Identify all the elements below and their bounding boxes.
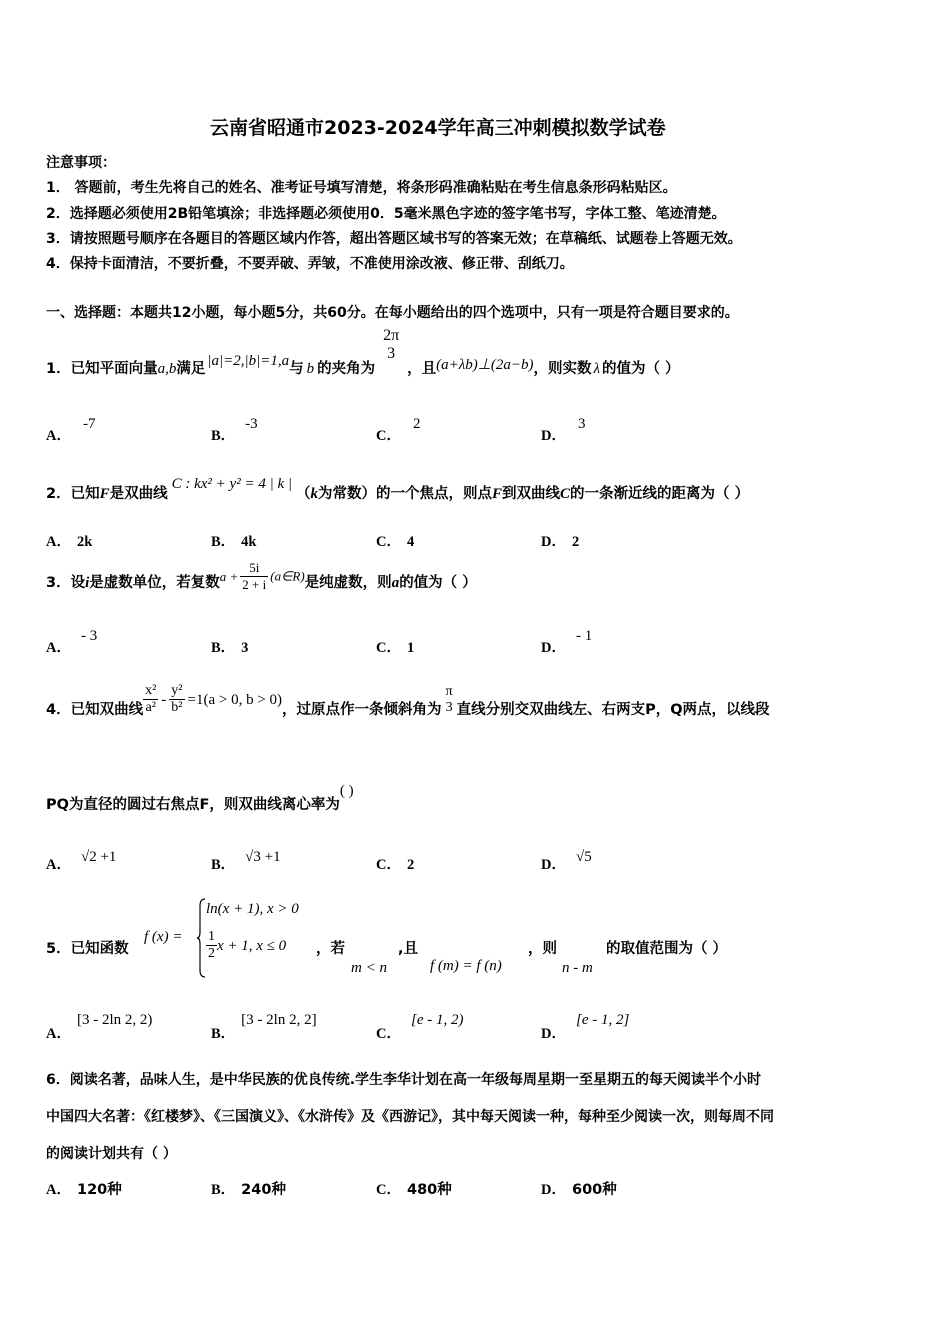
q2-var-k: k (310, 486, 318, 502)
option-label: A． (46, 857, 71, 873)
option-label: B． (211, 640, 236, 656)
q3-var-i: i (85, 574, 90, 591)
q3-option-a[interactable] (46, 628, 98, 657)
q5-text-start: 5．已知函数 (46, 941, 129, 957)
q5-text: ，则 (528, 941, 557, 957)
q2-option-a[interactable] (46, 530, 92, 551)
q1-vectors: a,b (157, 361, 177, 377)
q1-angle-fraction (381, 327, 401, 363)
q3-text: 是纯虚数，则 (304, 574, 392, 591)
option-value: 3 (241, 640, 249, 656)
q3-option-d[interactable] (541, 628, 593, 657)
q5-half-fraction (206, 929, 217, 962)
q1-text: 满足 (176, 361, 206, 377)
option-label: D． (541, 1182, 566, 1198)
note-item: 3．请按照题号顺序在各题目的答题区域内作答，超出答题区域书写的答案无效；在草稿纸、试题卷上答题无效。 (46, 231, 742, 247)
q4-text: ，过原点作一条倾斜角为 (282, 701, 442, 718)
q2-text: 2．已知 (46, 486, 100, 502)
q4-x-denominator: a² (145, 700, 156, 715)
option-value: 3 (577, 416, 586, 432)
q1-option-c[interactable] (376, 416, 421, 445)
q6-line-2: 中国四大名著：《红楼梦》、《三国演义》、《水浒传》及《西游记》，其中每天阅读一种，每种至少阅读一次，则每周不同 (46, 1109, 774, 1125)
option-value: [e - 1, 2] (575, 1012, 630, 1028)
q1-condition: |a|=2,|b|=1,a (207, 353, 290, 369)
note-item: 4．保持卡面清洁，不要折叠，不要弄破、弄皱，不准使用涂改液、修正带、刮纸刀。 (46, 256, 574, 272)
q5-target: n - m (562, 960, 593, 976)
q5-case-2 (206, 929, 286, 962)
option-label: C． (376, 857, 401, 873)
q1-text: ，且 (407, 361, 437, 377)
q1-expression: (a+λb)⊥(2a−b) (436, 357, 534, 373)
q1-angle-denominator: 3 (387, 345, 396, 362)
q2-var-F: F (491, 486, 502, 502)
option-value: 2 (412, 416, 421, 432)
q6-option-c[interactable] (376, 1178, 452, 1199)
q3-option-c[interactable] (376, 636, 414, 657)
page-title: 云南省昭通市2023-2024学年高三冲刺模拟数学试卷 (210, 117, 666, 139)
q2-text: 为常数）的一个焦点，则点 (317, 486, 492, 502)
option-label: D． (541, 428, 566, 444)
option-label: C． (376, 534, 401, 550)
q5-condition-mn: m < n (351, 960, 387, 976)
section-heading: 一、选择题：本题共12小题，每小题5分，共60分。在每小题给出的四个选项中，只有一项是符合题目要求的。 (46, 305, 739, 321)
q3-text: 3．设 (46, 574, 86, 591)
option-label: C． (376, 1026, 401, 1042)
option-label: A． (46, 640, 71, 656)
q2-option-d[interactable] (541, 530, 579, 551)
option-label: C． (376, 640, 401, 656)
q4-minus: - (161, 691, 167, 708)
q4-option-c[interactable] (376, 853, 414, 874)
option-label: A． (46, 534, 71, 550)
option-value: [3 - 2ln 2, 2] (241, 1012, 317, 1028)
q5-text: ，若 (316, 941, 345, 957)
option-label: C． (376, 1182, 401, 1198)
q1-text: 的夹角为 (317, 361, 376, 377)
q4-option-d[interactable] (541, 849, 592, 874)
q4-pi-numerator: π (445, 683, 453, 699)
question-4 (46, 683, 770, 716)
q4-pi-fraction (444, 684, 455, 716)
option-value: 4 (406, 534, 415, 550)
option-value: 240种 (241, 1182, 286, 1198)
option-value: 1 (406, 640, 415, 656)
question-4-line2 (46, 779, 354, 813)
q2-equation: C : kx² + y² = 4 | k | (171, 476, 292, 492)
option-value: [e - 1, 2) (410, 1012, 464, 1028)
note-item: 2．选择题必须使用2B铅笔填涂；非选择题必须使用0．5毫米黑色字迹的签字笔书写，字体工整、笔迹清楚。 (46, 206, 726, 222)
q2-var-F: F (99, 486, 110, 502)
q4-option-b[interactable] (211, 849, 281, 874)
option-label: A． (46, 428, 71, 444)
option-value: 600种 (571, 1182, 617, 1198)
option-label: B． (211, 1026, 236, 1042)
q5-option-d[interactable] (541, 1012, 630, 1043)
q2-text: （ (295, 486, 311, 502)
question-3 (46, 560, 477, 593)
option-value: 2 (406, 857, 415, 873)
q2-text: 到双曲线 (502, 486, 560, 502)
q5-text: ,且 (398, 941, 419, 957)
q4-y-numerator: y² (171, 683, 183, 698)
q4-answer-parens: ( ) (339, 783, 354, 799)
q5-case-1: ln(x + 1), x > 0 (206, 901, 299, 917)
q5-option-c[interactable] (376, 1012, 464, 1043)
q2-var-C: C (560, 486, 571, 502)
q3-option-b[interactable] (211, 636, 248, 657)
q3-text: 的值为（ ） (399, 574, 477, 591)
option-label: D． (541, 857, 566, 873)
option-value: 2k (76, 534, 93, 550)
q6-line-1: 6．阅读名著，品味人生，是中华民族的优良传统.学生李华计划在高一年级每周星期一至星期五的每天阅读半个小时 (46, 1072, 762, 1088)
q5-condition-f: f (m) = f (n) (430, 958, 502, 974)
q3-var-a: a (391, 574, 400, 591)
q4-text: 直线分别交双曲线左、右两支P，Q两点，以线段 (456, 701, 770, 718)
q4-y-fraction (169, 683, 184, 716)
option-label: D． (541, 534, 566, 550)
q3-denominator: 2 + i (242, 577, 267, 592)
option-value: - 1 (575, 628, 593, 644)
q1-option-b[interactable] (211, 416, 258, 445)
q4-x-fraction (143, 683, 158, 716)
notes-heading: 注意事项： (46, 155, 116, 171)
option-label: A． (46, 1182, 71, 1198)
q4-equation-rest: =1(a > 0, b > 0) (187, 691, 283, 708)
question-1 (46, 327, 680, 379)
option-label: B． (211, 1182, 236, 1198)
q4-x-numerator: x² (145, 683, 157, 698)
option-value: -7 (82, 416, 96, 432)
q4-text: 4．已知双曲线 (46, 701, 144, 718)
q6-option-a[interactable] (46, 1178, 122, 1199)
option-label: D． (541, 640, 566, 656)
option-value: 4k (241, 534, 257, 550)
q1-angle-numerator: 2π (383, 327, 400, 344)
q5-option-a[interactable] (46, 1012, 153, 1043)
option-value: 2 (571, 534, 580, 550)
q3-fraction (240, 560, 268, 593)
q4-option-a[interactable] (46, 849, 117, 874)
option-label: B． (211, 534, 236, 550)
q2-text: 的一条渐近线的距离为（ ） (570, 486, 750, 502)
option-value: - 3 (80, 628, 98, 644)
q5-half-numerator: 1 (208, 929, 215, 944)
q1-text: 1．已知平面向量 (46, 361, 158, 377)
option-value: √5 (575, 849, 592, 865)
option-label: A． (46, 1026, 71, 1042)
option-value: 480种 (406, 1182, 452, 1198)
note-item: 1． 答题前，考生先将自己的姓名、准考证号填写清楚，将条形码准确粘贴在考生信息条形码粘贴区。 (46, 180, 677, 196)
q4-pi-denominator: 3 (445, 699, 453, 715)
q5-function-name: f (x) = (144, 929, 183, 945)
q6-line-3: 的阅读计划共有（ ） (46, 1146, 177, 1162)
q5-case-2-expr: x + 1, x ≤ 0 (217, 938, 287, 954)
q5-option-b[interactable] (211, 1012, 317, 1043)
q2-text: 是双曲线 (109, 486, 168, 502)
q3-condition: (a∈R) (270, 568, 305, 584)
q2-option-c[interactable] (376, 530, 414, 551)
q1-text: ，则实数 (533, 361, 592, 377)
option-label: B． (211, 428, 236, 444)
q1-option-a[interactable] (46, 416, 96, 445)
q2-option-b[interactable] (211, 530, 257, 551)
q4-y-denominator: b² (171, 700, 183, 715)
option-value: √3 +1 (245, 849, 281, 865)
brace-icon (196, 898, 206, 978)
option-value: -3 (245, 416, 258, 432)
q1-vector-b: b (306, 361, 315, 377)
q3-text: 是虚数单位，若复数 (89, 574, 220, 591)
option-label: B． (211, 857, 236, 873)
q6-option-b[interactable] (211, 1178, 286, 1199)
option-value: 120种 (76, 1182, 122, 1198)
question-2 (46, 472, 750, 502)
q5-half-denominator: 2 (208, 946, 215, 961)
option-label: C． (376, 428, 401, 444)
q1-option-d[interactable] (541, 416, 586, 445)
q3-a-plus: a + (219, 568, 239, 584)
option-value: [3 - 2ln 2, 2) (76, 1012, 153, 1028)
q5-brace (196, 898, 206, 978)
q1-lambda: λ (593, 361, 600, 377)
option-value: √2 +1 (80, 849, 117, 865)
q5-text: 的取值范围为（ ） (606, 941, 728, 957)
option-label: D． (541, 1026, 566, 1042)
q1-text: 的值为（ ） (601, 361, 680, 377)
q3-numerator: 5i (240, 560, 268, 577)
q1-text: 与 (289, 361, 304, 377)
q6-option-d[interactable] (541, 1178, 617, 1199)
q4-text: PQ为直径的圆过右焦点F，则双曲线离心率为 (46, 797, 340, 813)
